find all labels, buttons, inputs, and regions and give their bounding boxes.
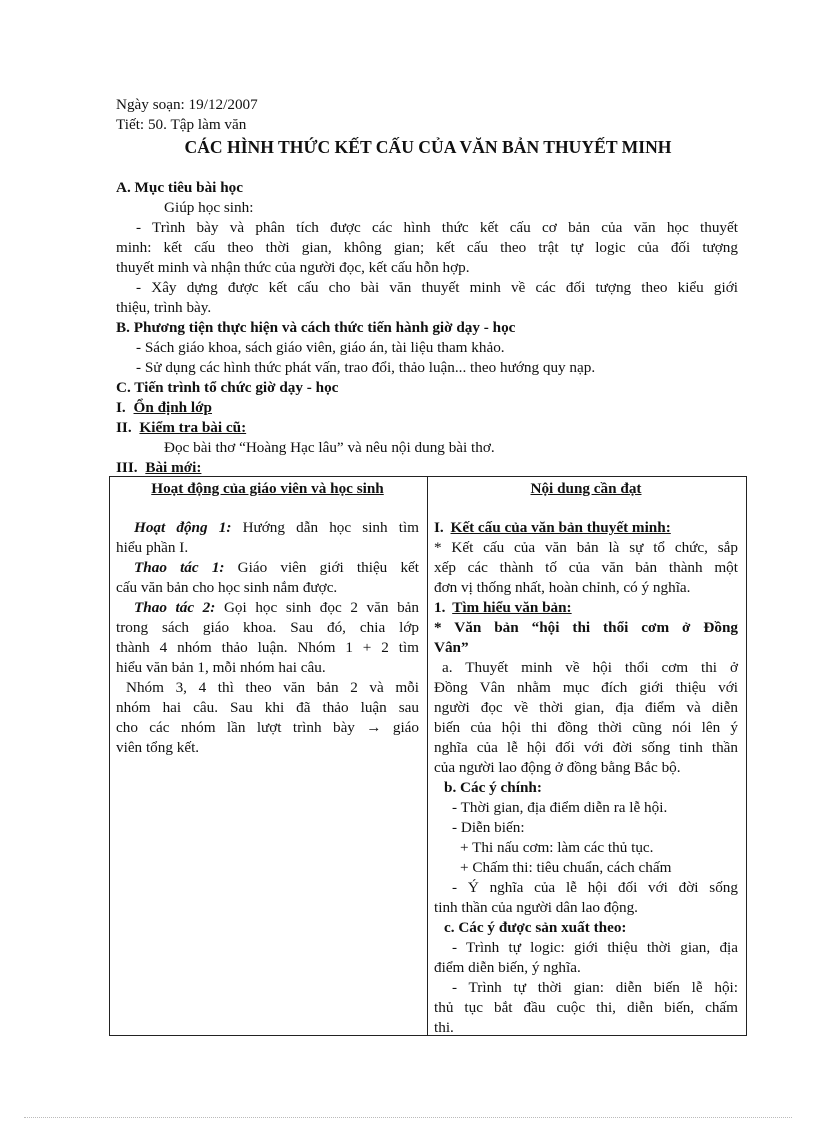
task1-line2: cấu văn bản cho học sinh nắm được. (116, 579, 338, 596)
task2-text: Gọi học sinh đọc 2 văn bản (223, 599, 420, 616)
group34-line3: cho các nhóm lần lượt trình bày → giáo (116, 719, 419, 736)
activity1-line2: hiểu phần I. (116, 539, 189, 556)
heading2-number: 1. (434, 599, 446, 616)
activity1-line1 (134, 518, 419, 538)
right-b-item5-line2: tinh thần của người dân lao động. (434, 899, 638, 916)
group34-line4: viên tổng kết. (116, 739, 200, 756)
right-c-item1-line1: - Trình tự logic: giới thiệu thời gian, địa (452, 939, 738, 956)
right-c-heading: c. Các ý được sản xuất theo: (444, 919, 627, 936)
right-heading2 (434, 598, 738, 618)
section-a-heading: A. Mục tiêu bài học (116, 179, 243, 196)
section-a-p1-line3: thuyết minh và nhận thức của người đọc, kết cấu hỗn hợp. (116, 259, 470, 276)
section-b-item2: - Sử dụng các hình thức phát vấn, trao đổi, thảo luận... theo hướng quy nạp. (136, 359, 596, 376)
right-text-title-line2: Vân” (434, 639, 469, 656)
task2-label: Thao tác 2: (134, 599, 216, 616)
page-bottom-rule (24, 1117, 792, 1118)
activity1-text: Hướng dẫn học sinh tìm (242, 519, 419, 536)
heading1-text: Kết cấu của văn bản thuyết minh: (450, 519, 671, 536)
right-b-item5-line1: - Ý nghĩa của lễ hội đối với đời sống (452, 879, 738, 896)
right-c-item2-line3: thi. (434, 1019, 454, 1036)
right-a-line2: Đồng Vân nhằm mục đích giới thiệu với (434, 679, 738, 696)
right-r1-line2: xếp các thành tố của văn bản thành một (434, 559, 738, 576)
task1-label: Thao tác 1: (134, 559, 225, 576)
task2-line3: thành 4 nhóm thảo luận. Nhóm 1 + 2 tìm (116, 639, 419, 656)
heading1-number: I. (434, 519, 444, 536)
section-c-item1 (116, 398, 738, 418)
section-a-intro: Giúp học sinh: (164, 199, 254, 216)
task2-line4: hiểu văn bản 1, mỗi nhóm hai câu. (116, 659, 326, 676)
section-a-p1-line1: - Trình bày và phân tích được các hình thức kết cấu cơ bản của văn học thuyết (136, 219, 738, 236)
right-c-item2-line2: thủ tục bắt đầu cuộc thi, diễn biến, chấm (434, 999, 738, 1016)
item1-text: Ổn định lớp (133, 399, 213, 416)
right-b-item4: + Chấm thi: tiêu chuẩn, cách chấm (460, 859, 672, 876)
right-r1-line1: * Kết cấu của văn bản là sự tổ chức, sắp (434, 539, 738, 556)
section-a-p2-line2: thiệu, trình bày. (116, 299, 212, 316)
right-text-title-line1: * Văn bản “hội thi thổi cơm ở Đồng (434, 619, 738, 636)
section-c-item2 (116, 418, 738, 438)
item3-text: Bài mới: (145, 459, 202, 476)
section-b-item1: - Sách giáo khoa, sách giáo viên, giáo án, tài liệu tham khảo. (136, 339, 505, 356)
right-r1-line3: đơn vị thống nhất, hoàn chỉnh, có ý nghĩa. (434, 579, 691, 596)
page-title: CÁC HÌNH THỨC KẾT CẤU CỦA VĂN BẢN THUYẾT MINH (184, 137, 672, 157)
right-heading1 (434, 518, 738, 538)
right-a-line4: biến của hội thi đồng thời cũng nói lên ý (434, 719, 738, 736)
right-a-line3: người đọc về thời gian, địa điểm và diễn (434, 699, 738, 716)
task2-line2: trong sách giáo khoa. Sau đó, chia lớp (116, 619, 419, 636)
section-c-item2-body: Đọc bài thơ “Hoàng Hạc lâu” và nêu nội dung bài thơ. (164, 439, 495, 456)
table-column-divider (427, 476, 428, 1036)
group34-line1: Nhóm 3, 4 thì theo văn bản 2 và mỗi (126, 679, 419, 696)
item2-number: II. (116, 419, 132, 436)
date-line: Ngày soạn: 19/12/2007 (116, 96, 258, 113)
item1-number: I. (116, 399, 126, 416)
right-a-line5: nghĩa của lễ hội đối với đời sống tinh thần (434, 739, 738, 756)
section-a-p1-line2: minh: kết cấu theo thời gian, không gian; kết cấu theo trật tự logic của đối tượng (116, 239, 738, 256)
right-c-item1-line2: điểm diễn biến, ý nghĩa. (434, 959, 581, 976)
table-left-header: Hoạt động của giáo viên và học sinh (151, 480, 384, 497)
lesson-line: Tiết: 50. Tập làm văn (116, 116, 247, 133)
section-a-p2-line1: - Xây dựng được kết cấu cho bài văn thuyết minh về các đối tượng theo kiểu giới (136, 279, 738, 296)
item2-text: Kiểm tra bài cũ: (139, 419, 247, 436)
task2-line1 (134, 598, 419, 618)
right-a-line6: của người lao động ở đồng bằng Bắc bộ. (434, 759, 681, 776)
right-b-item3: + Thi nấu cơm: làm các thủ tục. (460, 839, 654, 856)
activity1-label: Hoạt động 1: (134, 519, 232, 536)
section-b-heading: B. Phương tiện thực hiện và cách thức tiến hành giờ dạy - học (116, 319, 516, 336)
table-right-header: Nội dung cần đạt (530, 480, 642, 497)
right-b-heading: b. Các ý chính: (444, 779, 542, 796)
right-a-line1: a. Thuyết minh về hội thổi cơm thi ở (442, 659, 738, 676)
right-c-item2-line1: - Trình tự thời gian: diễn biến lễ hội: (452, 979, 738, 996)
item3-number: III. (116, 459, 138, 476)
heading2-text: Tìm hiểu văn bản: (452, 599, 572, 616)
section-c-heading: C. Tiến trình tổ chức giờ dạy - học (116, 379, 339, 396)
task1-line1 (134, 558, 419, 578)
right-b-item2: - Diễn biến: (452, 819, 525, 836)
group34-line2: nhóm hai câu. Sau khi đã thảo luận sau (116, 699, 419, 716)
task1-text: Giáo viên giới thiệu kết (237, 559, 420, 576)
right-b-item1: - Thời gian, địa điểm diễn ra lễ hội. (452, 799, 668, 816)
section-c-item3 (116, 458, 738, 478)
